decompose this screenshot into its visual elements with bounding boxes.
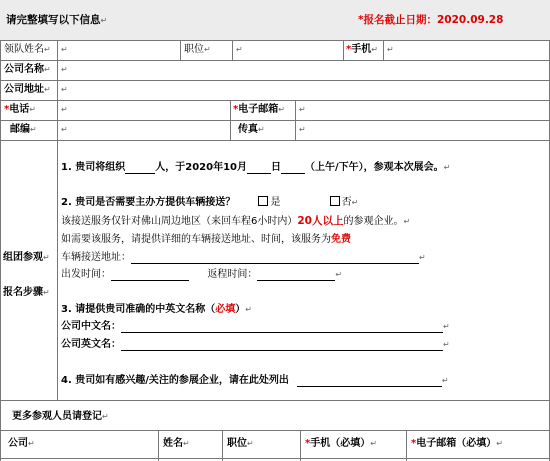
no-checkbox[interactable] (330, 196, 340, 206)
company-name-field[interactable]: ↵ (61, 65, 68, 74)
yes-checkbox[interactable] (258, 196, 268, 206)
section-label-line1: 组团参观↵ (3, 252, 50, 263)
interested-exhibitors-field[interactable] (297, 376, 442, 387)
deadline: *报名截止日期：2020.09.28 (358, 14, 504, 26)
day-blank[interactable] (247, 163, 271, 174)
mobile-field[interactable]: ↵ (387, 45, 394, 54)
depart-time-field[interactable] (111, 270, 189, 281)
col-email: *电子邮箱（必填）↵ (411, 438, 503, 449)
ampm-blank[interactable] (281, 163, 305, 174)
company-cn-field[interactable] (121, 322, 443, 333)
company-en-name: 公司英文名： ↵ (61, 339, 450, 350)
leader-name-label: 领队姓名↵ (4, 44, 51, 55)
position-field[interactable]: ↵ (236, 45, 243, 54)
form-title: 请完整填写以下信息↵ (6, 14, 108, 26)
mobile-label: *手机↵ (346, 44, 378, 55)
fax-label: 传真↵ (238, 124, 265, 135)
question-2-title: 2. 贵司是否需要主办方提供车辆接送？ 是 否↵ (61, 197, 359, 208)
company-address-label: 公司地址↵ (4, 84, 51, 95)
question-2-need: 如需要该服务，请提供详细的车辆接送地址、时间，该服务为免费 (61, 234, 351, 245)
return-time-field[interactable] (257, 270, 335, 281)
question-2-desc: 该接送服务仅针对佛山周边地区（来回车程6小时内）20人以上的参观企业。↵ (61, 215, 411, 227)
col-name: 姓名↵ (163, 438, 190, 449)
postcode-label: 邮编↵ (10, 124, 37, 135)
question-1: 1. 贵司将组织 人，于2020年10月 日 （上午/下午），参观本次展会。↵ (61, 162, 451, 173)
col-company: 公司↵ (8, 438, 35, 449)
company-cn-name: 公司中文名： ↵ (61, 321, 450, 332)
email-field[interactable]: ↵ (299, 105, 306, 114)
postcode-field[interactable]: ↵ (61, 125, 68, 134)
question-4: 4. 贵司如有感兴趣/关注的参展企业，请在此处列出 ↵ (61, 375, 449, 386)
pickup-address-field[interactable] (131, 253, 419, 264)
pickup-address: 车辆接送地址： ↵ (61, 252, 426, 263)
more-visitors-title: 更多参观人员请登记↵ (12, 411, 109, 422)
visitor-count-blank[interactable] (125, 163, 155, 174)
company-en-field[interactable] (121, 340, 443, 351)
position-label: 职位↵ (184, 44, 211, 55)
email-label: *电子邮箱↵ (233, 104, 285, 115)
col-position: 职位↵ (227, 438, 254, 449)
company-address-field[interactable]: ↵ (61, 85, 68, 94)
times-line: 出发时间： 返程时间： ↵ (61, 269, 343, 280)
phone-field[interactable]: ↵ (61, 105, 68, 114)
leader-name-field[interactable]: ↵ (61, 45, 68, 54)
col-mobile: *手机（必填）↵ (305, 438, 377, 449)
question-3-title: 3. 请提供贵司准确的中英文名称（必填）↵ (61, 304, 252, 315)
phone-label: *电话↵ (4, 104, 36, 115)
section-label-line2: 报名步骤↵ (3, 287, 50, 298)
company-name-label: 公司名称↵ (4, 64, 51, 75)
fax-field[interactable]: ↵ (299, 125, 306, 134)
